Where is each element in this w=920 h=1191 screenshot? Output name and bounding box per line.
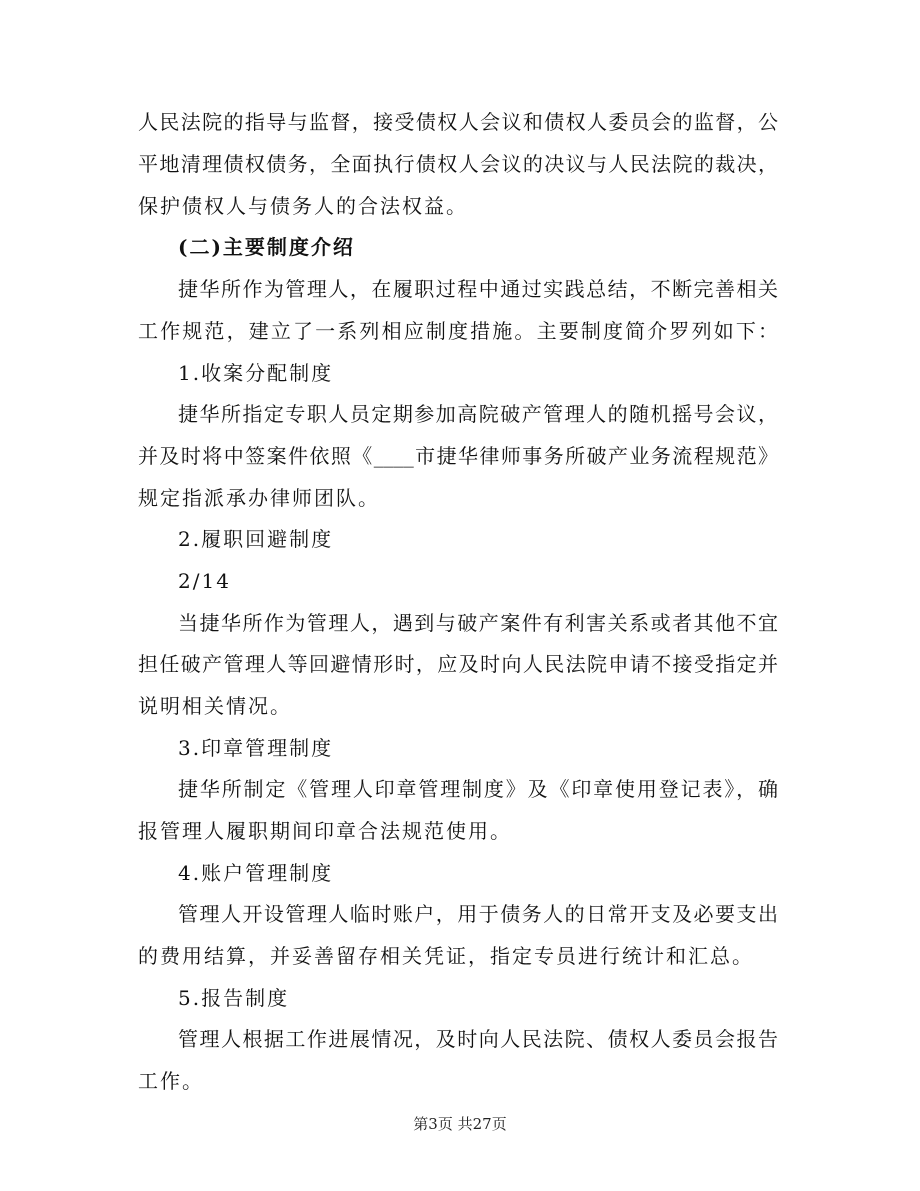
paragraph-line: 规定指派承办律师团队。	[138, 486, 380, 510]
paragraph-line: 说明相关情况。	[138, 694, 292, 718]
paragraph-line: 保护债权人与债务人的合法权益。	[138, 194, 468, 218]
inline-page-marker: 2/14	[178, 569, 231, 593]
paragraph-line: 人民法院的指导与监督，接受债权人会议和债权人委员会的监督，公	[138, 110, 778, 134]
paragraph-line: 捷华所制定《管理人印章管理制度》及《印章使用登记表》，确	[178, 777, 778, 801]
paragraph-line: 的费用结算，并妥善留存相关凭证，指定专员进行统计和汇总。	[138, 944, 754, 968]
subsection-heading: 4.账户管理制度	[178, 861, 334, 885]
paragraph-line: 工作。	[138, 1069, 204, 1093]
paragraph-line: 并及时将中签案件依照《____市捷华律师事务所破产业务流程规范》	[138, 444, 778, 468]
paragraph-line: 报管理人履职期间印章合法规范使用。	[138, 819, 512, 843]
paragraph-line: 管理人根据工作进展情况，及时向人民法院、债权人委员会报告	[178, 1027, 778, 1051]
paragraph-line: 管理人开设管理人临时账户，用于债务人的日常开支及必要支出	[178, 902, 778, 926]
paragraph-line: 工作规范，建立了一系列相应制度措施。主要制度简介罗列如下：	[138, 319, 778, 343]
paragraph-line: 担任破产管理人等回避情形时，应及时向人民法院申请不接受指定并	[138, 652, 778, 676]
subsection-heading: 2.履职回避制度	[178, 527, 334, 551]
paragraph-line: 捷华所作为管理人，在履职过程中通过实践总结，不断完善相关	[178, 277, 778, 301]
paragraph-line: 捷华所指定专职人员定期参加高院破产管理人的随机摇号会议，	[178, 402, 778, 426]
subsection-heading: 5.报告制度	[178, 986, 290, 1010]
paragraph-line: 当捷华所作为管理人，遇到与破产案件有利害关系或者其他不宜	[178, 611, 778, 635]
subsection-heading: 1.收案分配制度	[178, 361, 334, 385]
paragraph-line: 平地清理债权债务，全面执行债权人会议的决议与人民法院的裁决，	[138, 152, 778, 176]
subsection-heading: 3.印章管理制度	[178, 736, 334, 760]
section-heading: (二)主要制度介绍	[178, 235, 355, 259]
page-number-footer: 第3页 共27页	[413, 1115, 507, 1133]
